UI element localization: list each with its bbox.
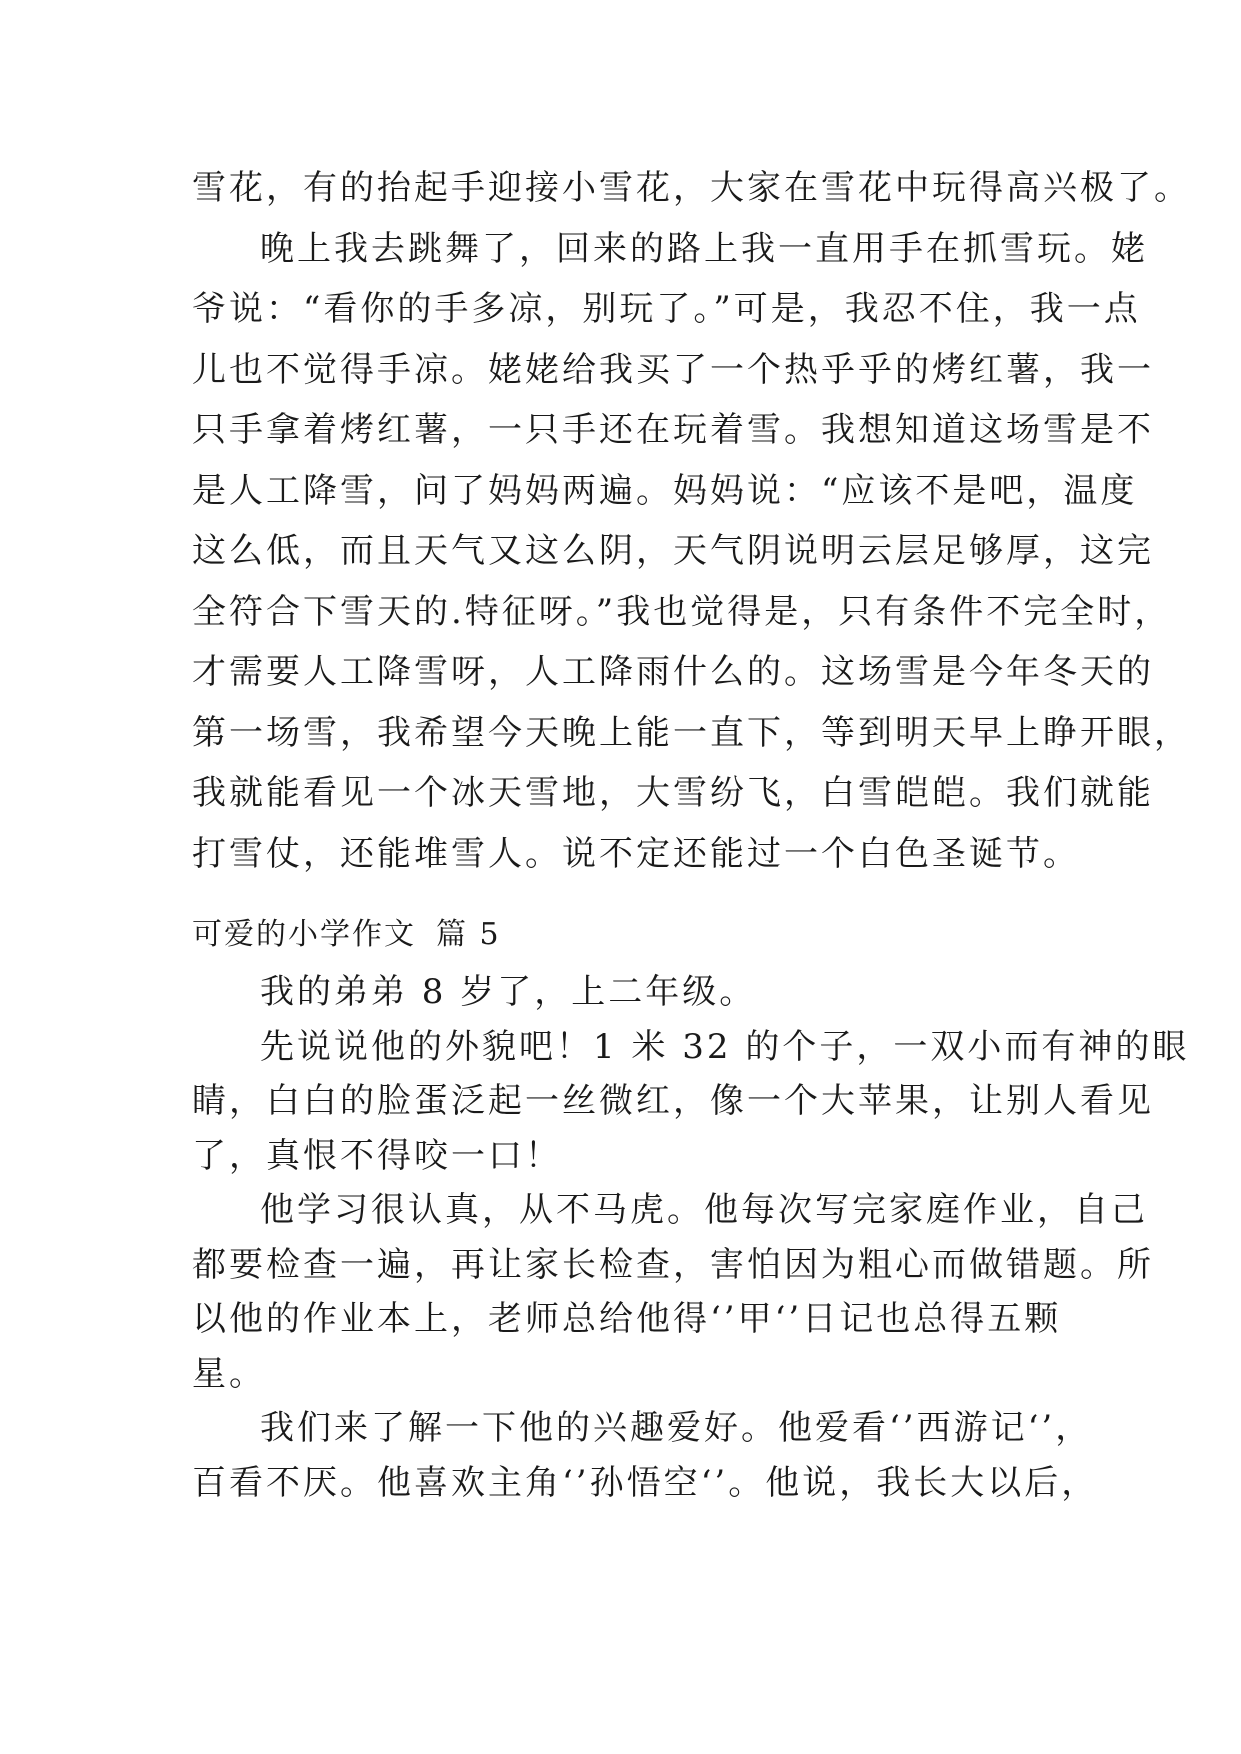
paragraph-line: 他学习很认真，从不马虎。他每次写完家庭作业，自己 [260,1190,1148,1230]
paragraph-line: 全符合下雪天的.特征呀。”我也觉得是，只有条件不完全时， [192,591,1172,632]
paragraph-line: 以他的作业本上，老师总给他得‘’甲‘’日记也总得五颗 [192,1299,1062,1339]
paragraph-line: 了，真恨不得咬一口！ [192,1135,562,1176]
paragraph-line: 这么低，而且天气又这么阴，天气阴说明云层足够厚，这完 [192,531,1154,571]
paragraph-line: 才需要人工降雪呀，人工降雨什么的。这场雪是今年冬天的 [192,652,1154,692]
paragraph-line: 我就能看见一个冰天雪地，大雪纷飞，白雪皑皑。我们就能 [192,773,1154,813]
paragraph-line: 都要检查一遍，再让家长检查，害怕因为粗心而做错题。所 [192,1244,1154,1285]
paragraph-line: 百看不厌。他喜欢主角‘’孙悟空‘’。他说，我长大以后， [192,1462,1099,1503]
paragraph-line: 儿也不觉得手凉。姥姥给我买了一个热乎乎的烤红薯，我一 [192,349,1154,390]
paragraph-line: 我们来了解一下他的兴趣爱好。他爱看‘’西游记‘’， [260,1408,1093,1448]
previous-essay-body [192,158,1191,884]
essay-heading [192,911,501,959]
paragraph-line: 第一场雪，我希望今天晚上能一直下，等到明天早上睁开眼， [192,712,1191,753]
essay-title: 可爱的小学作文 [192,917,416,952]
paragraph-line: 我的弟弟 8 岁了，上二年级。 [260,972,757,1012]
paragraph-line: 是人工降雪，问了妈妈两遍。妈妈说：“应该不是吧，温度 [192,470,1138,511]
paragraph-line: 只手拿着烤红薯，一只手还在玩着雪。我想知道这场雪是不 [192,410,1154,450]
essay-part-label: 篇 5 [436,917,501,952]
paragraph-line: 先说说他的外貌吧！1 米 32 的个子，一双小而有神的眼 [260,1026,1190,1067]
paragraph-line: 打雪仗，还能堆雪人。说不定还能过一个白色圣诞节。 [192,833,1080,874]
essay-5-body [192,965,1190,1510]
paragraph-line: 睛，白白的脸蛋泛起一丝微红，像一个大苹果，让别人看见 [192,1081,1154,1121]
paragraph-line: 晚上我去跳舞了，回来的路上我一直用手在抓雪玩。姥 [260,228,1148,269]
paragraph-line: 雪花，有的抬起手迎接小雪花，大家在雪花中玩得高兴极了。 [192,168,1191,208]
paragraph-line: 星。 [192,1353,266,1394]
paragraph-line: 爷说：“看你的手多凉，别玩了。”可是，我忍不住，我一点 [192,289,1141,329]
